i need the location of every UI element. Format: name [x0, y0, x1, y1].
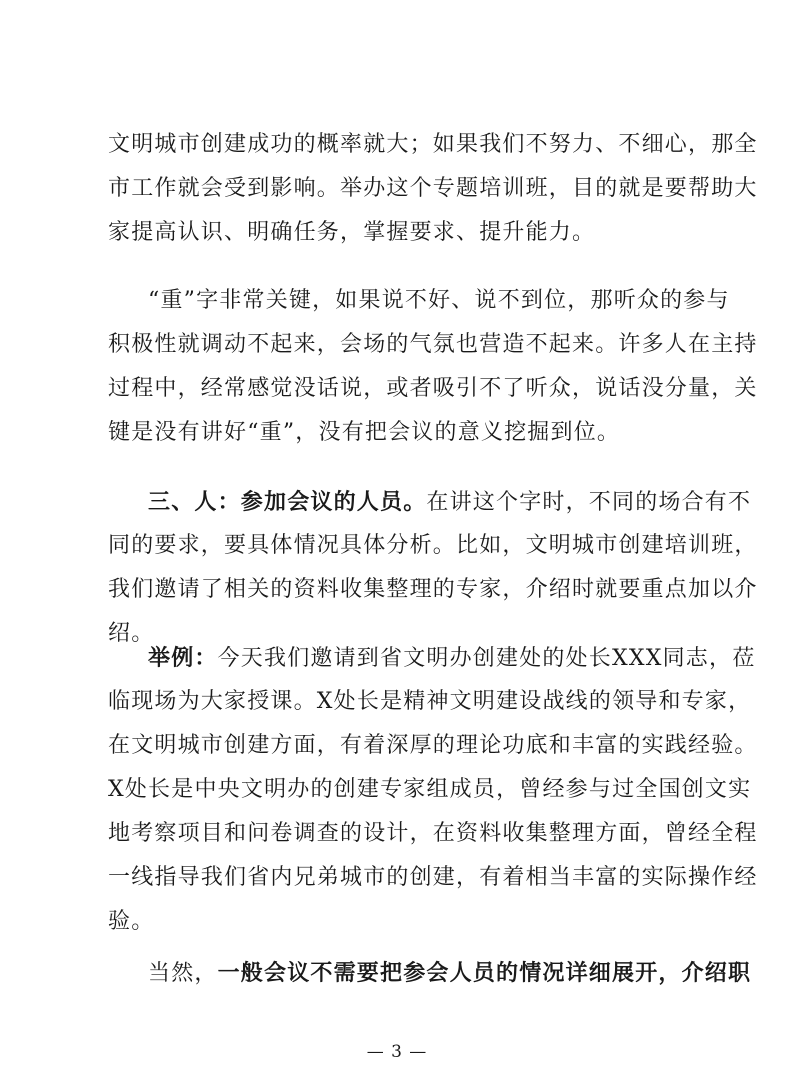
- text-line: 临现场为大家授课。X处长是精神文明建设战线的领导和专家，: [108, 689, 752, 714]
- text-line: “重”字非常关键，如果说不好、说不到位，那听众的参与: [148, 288, 730, 313]
- text-line: 我们邀请了相关的资料收集整理的专家，介绍时就要重点加以介: [108, 577, 758, 602]
- inline-text: 当然，: [148, 961, 218, 986]
- text-line: 同的要求，要具体情况具体分析。比如，文明城市创建培训班，: [108, 533, 758, 558]
- text-line: 绍。: [108, 621, 155, 646]
- text-line: 在文明城市创建方面，有着深厚的理论功底和丰富的实践经验。: [108, 733, 758, 758]
- page-number: — 3 —: [366, 1042, 428, 1062]
- text-line: X处长是中央文明办的创建专家组成员，曾经参与过全国创文实: [108, 777, 752, 802]
- bold-text: 一般会议不需要把参会人员的情况详细展开，介绍职: [217, 960, 752, 986]
- inline-text: 在讲这个字时，不同的场合有不: [426, 490, 752, 515]
- text-line: 过程中，经常感觉没话说，或者吸引不了听众，说话没分量，关: [108, 376, 758, 401]
- text-line: [148, 487, 751, 517]
- example-label: 举例：: [148, 645, 218, 671]
- text-line: [148, 958, 751, 988]
- text-line: 键是没有讲好“重”，没有把会议的意义挖掘到位。: [108, 420, 621, 445]
- text-line: 一线指导我们省内兄弟城市的创建，有着相当丰富的实际操作经: [108, 865, 758, 890]
- text-line: [148, 643, 755, 673]
- section-heading: 三、人：参加会议的人员。: [148, 489, 427, 515]
- text-line: 市工作就会受到影响。举办这个专题培训班，目的就是要帮助大: [108, 176, 758, 201]
- text-line: 积极性就调动不起来，会场的气氛也营造不起来。许多人在主持: [108, 332, 758, 357]
- text-line: 验。: [108, 909, 155, 934]
- text-line: 文明城市创建成功的概率就大；如果我们不努力、不细心，那全: [108, 132, 758, 157]
- inline-text: 今天我们邀请到省文明办创建处的处长XXX同志，莅: [217, 646, 756, 671]
- text-line: 家提高认识、明确任务，掌握要求、提升能力。: [108, 220, 596, 245]
- text-line: 地考察项目和问卷调查的设计，在资料收集整理方面，曾经全程: [108, 821, 758, 846]
